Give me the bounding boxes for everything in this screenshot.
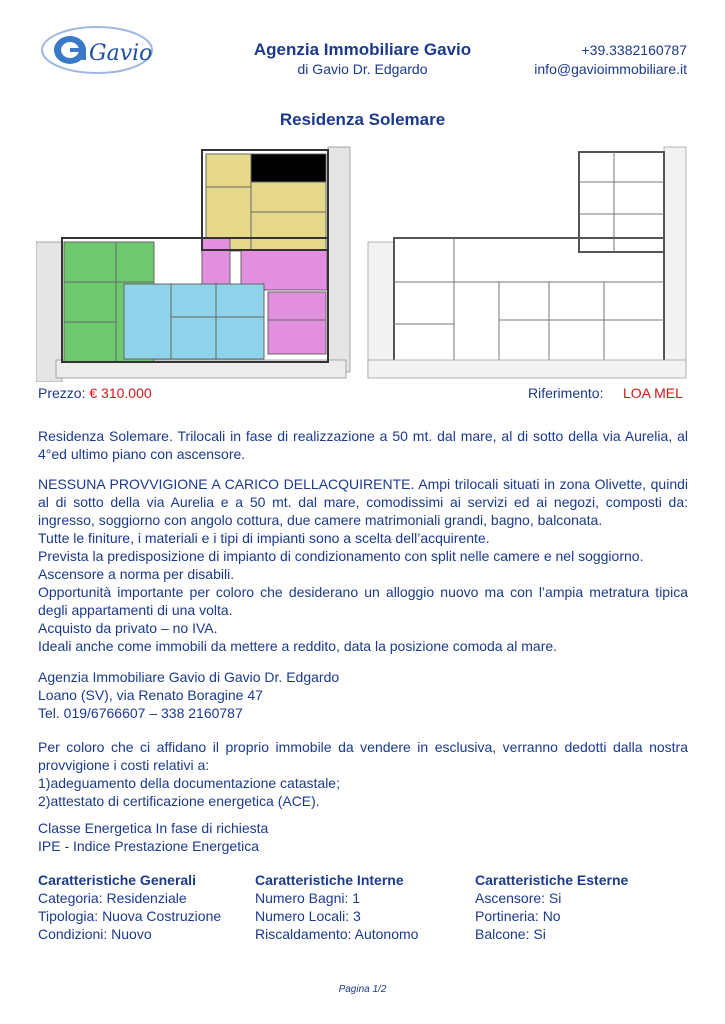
agency-name: Agenzia Immobiliare Gavio <box>253 40 472 59</box>
costs-line: 1)adeguamento della documentazione catastale; <box>38 775 340 791</box>
detail-line: Prevista la predisposizione di impianto di condizionamento con split nelle camere e nel soggiorno. <box>38 548 644 564</box>
features-general <box>38 871 221 943</box>
page-title: Residenza Solemare <box>279 110 446 129</box>
page-number: Pagina 1/2 <box>338 984 387 995</box>
reference-value: LOA MEL <box>623 385 683 401</box>
features-internal <box>255 871 418 943</box>
feature-item: Ascensore: Si <box>475 890 562 906</box>
phone-number[interactable]: +39.3382160787 <box>581 42 687 58</box>
costs-line: Per coloro che ci affidano il proprio immobile da vendere in esclusiva, verranno dedotti dalla nostra provvigione i costi relativi a: <box>38 739 688 773</box>
agency-subtitle: di Gavio Dr. Edgardo <box>297 61 428 77</box>
reference-label: Riferimento: <box>528 385 604 401</box>
features-external <box>475 871 628 943</box>
feature-item: Tipologia: Nuova Costruzione <box>38 908 222 924</box>
floor-plan-outline <box>364 142 690 382</box>
feature-item: Condizioni: Nuovo <box>38 926 152 942</box>
contact-line: Tel. 019/6766607 – 338 2160787 <box>38 705 243 721</box>
agency-contact-block <box>38 668 688 722</box>
feature-item: Riscaldamento: Autonomo <box>255 926 419 942</box>
detail-line: Ascensore a norma per disabili. <box>38 566 235 582</box>
floor-plan-colored <box>36 142 352 382</box>
detail-line: NESSUNA PROVVIGIONE A CARICO DELLACQUIRENTE. Ampi trilocali situati in zona Olivette, quindi al di sotto della via Aurelia e a 50 mt. dal mare, comodissimi ai servizi ed ai negozi, composti da: ingresso, soggiorno con angolo cottura, due camere matrimoniali grandi, bagno, balconata. <box>38 476 688 528</box>
intro-paragraph <box>38 427 688 463</box>
feature-item: Portineria: No <box>475 908 561 924</box>
logo-text: Gavio <box>89 41 153 66</box>
costs-block <box>38 738 688 810</box>
price-row <box>38 385 152 401</box>
intro-text: Residenza Solemare. Trilocali in fase di realizzazione a 50 mt. dal mare, al di sotto della via Aurelia, al 4°ed ultimo piano con ascensore. <box>38 428 688 462</box>
details-paragraph <box>38 475 688 655</box>
detail-line: Ideali anche come immobili da mettere a reddito, data la posizione comoda al mare. <box>38 638 558 654</box>
contact-line: Agenzia Immobiliare Gavio di Gavio Dr. Edgardo <box>38 669 340 685</box>
features-external-heading: Caratteristiche Esterne <box>475 872 629 888</box>
detail-line: Acquisto da privato – no IVA. <box>38 620 218 636</box>
energy-line: IPE - Indice Prestazione Energetica <box>38 838 260 854</box>
feature-item: Categoria: Residenziale <box>38 890 187 906</box>
detail-line: Tutte le finiture, i materiali e i tipi di impianti sono a scelta dell’acquirente. <box>38 530 490 546</box>
contact-line: Loano (SV), via Renato Boragine 47 <box>38 687 263 703</box>
features-general-heading: Caratteristiche Generali <box>38 872 196 888</box>
feature-item: Numero Locali: 3 <box>255 908 361 924</box>
energy-block <box>38 819 688 855</box>
feature-item: Balcone: Si <box>475 926 546 942</box>
costs-line: 2)attestato di certificazione energetica (ACE). <box>38 793 320 809</box>
features-internal-heading: Caratteristiche Interne <box>255 872 404 888</box>
energy-line: Classe Energetica In fase di richiesta <box>38 820 269 836</box>
detail-line: Opportunità importante per coloro che desiderano un alloggio nuovo ma con l’ampia metratura tipica degli appartamenti di una volta. <box>38 584 688 618</box>
email-address[interactable]: info@gavioimmobiliare.it <box>534 61 687 77</box>
price-value: € 310.000 <box>89 385 152 401</box>
feature-item: Numero Bagni: 1 <box>255 890 361 906</box>
price-label: Prezzo: <box>38 385 86 401</box>
